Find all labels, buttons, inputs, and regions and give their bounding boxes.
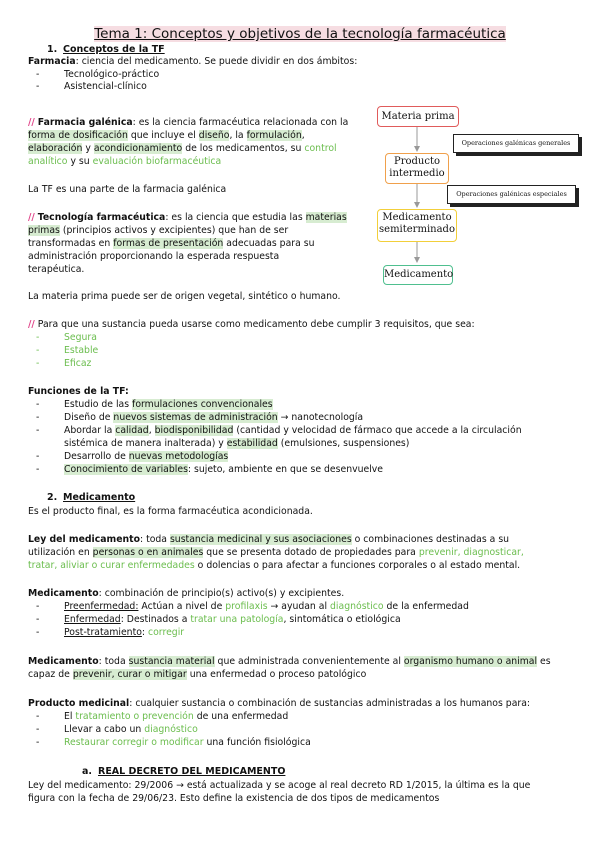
page-title: Tema 1: Conceptos y objetivos de la tecnología farmacéutica (94, 26, 506, 42)
medicamento-definition-2-line-2: capaz de prevenir, curar o mitigar una enfermedad o proceso patológico (28, 669, 367, 680)
farmacia-definition: Farmacia: ciencia del medicamento. Se puede dividir en dos ámbitos: (28, 56, 358, 67)
galenica-line-2: forma de dosificación que incluye el diseño, la formulación, (28, 130, 305, 141)
list-item: - Llevar a cabo un diagnóstico (36, 724, 198, 735)
tecnologia-line-2: primas (principios activos y excipientes) que han de ser (28, 225, 289, 236)
list-item: - Estable (36, 345, 99, 356)
tecnologia-line-5: terapéutica. (28, 264, 85, 275)
operaciones-especiales-box: Operaciones galénicas especiales (447, 185, 576, 204)
producto-final: Es el producto final, es la forma farmacéutica acondicionada. (28, 506, 313, 517)
decreto-line-1: Ley del medicamento: 29/2006 → está actualizada y se acoge al real decreto RD 1/2015, la última es la que (28, 780, 531, 791)
materia-prima-box: Materia prima (377, 106, 459, 127)
tecnologia-line-1: // Tecnología farmacéutica: es la ciencia que estudia las materias (28, 212, 347, 223)
producto-medicinal-definition: Producto medicinal: cualquier sustancia o combinación de sustancias administradas a los humanos para: (28, 698, 531, 709)
list-item: - Eficaz (36, 358, 92, 369)
funciones-heading: Funciones de la TF: (28, 386, 129, 397)
list-item-continuation: sistémica de manera inalterada) y estabilidad (emulsiones, suspensiones) (64, 438, 410, 449)
galenica-line-1: // Farmacia galénica: es la ciencia farmacéutica relacionada con la (28, 117, 349, 128)
list-item: - Conocimiento de variables: sujeto, ambiente en que se desenvuelve (36, 464, 384, 475)
galenica-line-4: analítico y su evaluación biofarmacéutica (28, 156, 222, 167)
operaciones-generales-box: Operaciones galénicas generales (453, 134, 579, 153)
list-item: - Post-tratamiento: corregir (36, 627, 185, 638)
galenica-line-3: elaboración y acondicionamiento de los medicamentos, su control (28, 143, 337, 154)
medicamento-definition-1: Medicamento: combinación de principio(s) activo(s) y excipientes. (28, 588, 345, 599)
ley-line-2: utilización en personas o en animales que se presenta dotado de propiedades para prevenir, diagnosticar, (28, 547, 524, 558)
ley-line-1: Ley del medicamento: toda sustancia medicinal y sus asociaciones o combinaciones destinadas a su (28, 534, 510, 545)
tecnologia-line-4: administración proporcionando la esperada respuesta (28, 251, 280, 262)
ley-line-3: tratar, aliviar o curar enfermedades o dolencias o para afectar a funciones corporales o al estado mental. (28, 560, 521, 571)
section-a-heading: a. REAL DECRETO DEL MEDICAMENTO (82, 766, 286, 777)
list-item: - Estudio de las formulaciones convencionales (36, 399, 273, 410)
medicamento-semiterminado-box: Medicamento semiterminado (377, 209, 457, 242)
list-item: - Asistencial-clínico (36, 81, 147, 92)
list-item: - Segura (36, 332, 97, 343)
section-1-heading: 1. Conceptos de la TF (47, 44, 165, 55)
list-item: - Desarrollo de nuevas metodologías (36, 451, 229, 462)
list-item: - Tecnológico-práctico (36, 69, 160, 80)
list-item: - El tratamiento o prevención de una enfermedad (36, 711, 289, 722)
medicamento-definition-2-line-1: Medicamento: toda sustancia material que administrada convenientemente al organismo humano o animal es (28, 656, 551, 667)
list-item: - Preenfermedad: Actúan a nivel de profilaxis → ayudan al diagnóstico de la enfermedad (36, 601, 469, 612)
list-item: - Diseño de nuevos sistemas de administración → nanotecnología (36, 412, 364, 423)
list-item: - Abordar la calidad, biodisponibilidad (cantidad y velocidad de fármaco que accede a la circulación (36, 425, 522, 436)
requisitos-intro: // Para que una sustancia pueda usarse como medicamento debe cumplir 3 requisitos, que sea: (28, 319, 475, 330)
list-item: - Restaurar corregir o modificar una función fisiológica (36, 737, 311, 748)
decreto-line-2: figura con la fecha de 29/06/23. Esto define la existencia de dos tipos de medicamentos (28, 793, 440, 804)
origen-materia-prima: La materia prima puede ser de origen vegetal, sintético o humano. (28, 291, 341, 302)
medicamento-box: Medicamento (383, 265, 453, 285)
tecnologia-line-3: transformadas en formas de presentación adecuadas para su (28, 238, 315, 249)
producto-intermedio-box: Producto intermedio (385, 153, 449, 184)
section-2-heading: 2. Medicamento (47, 492, 136, 503)
list-item: - Enfermedad: Destinados a tratar una patología, sintomática o etiológica (36, 614, 401, 625)
tf-parte: La TF es una parte de la farmacia galénica (28, 184, 227, 195)
